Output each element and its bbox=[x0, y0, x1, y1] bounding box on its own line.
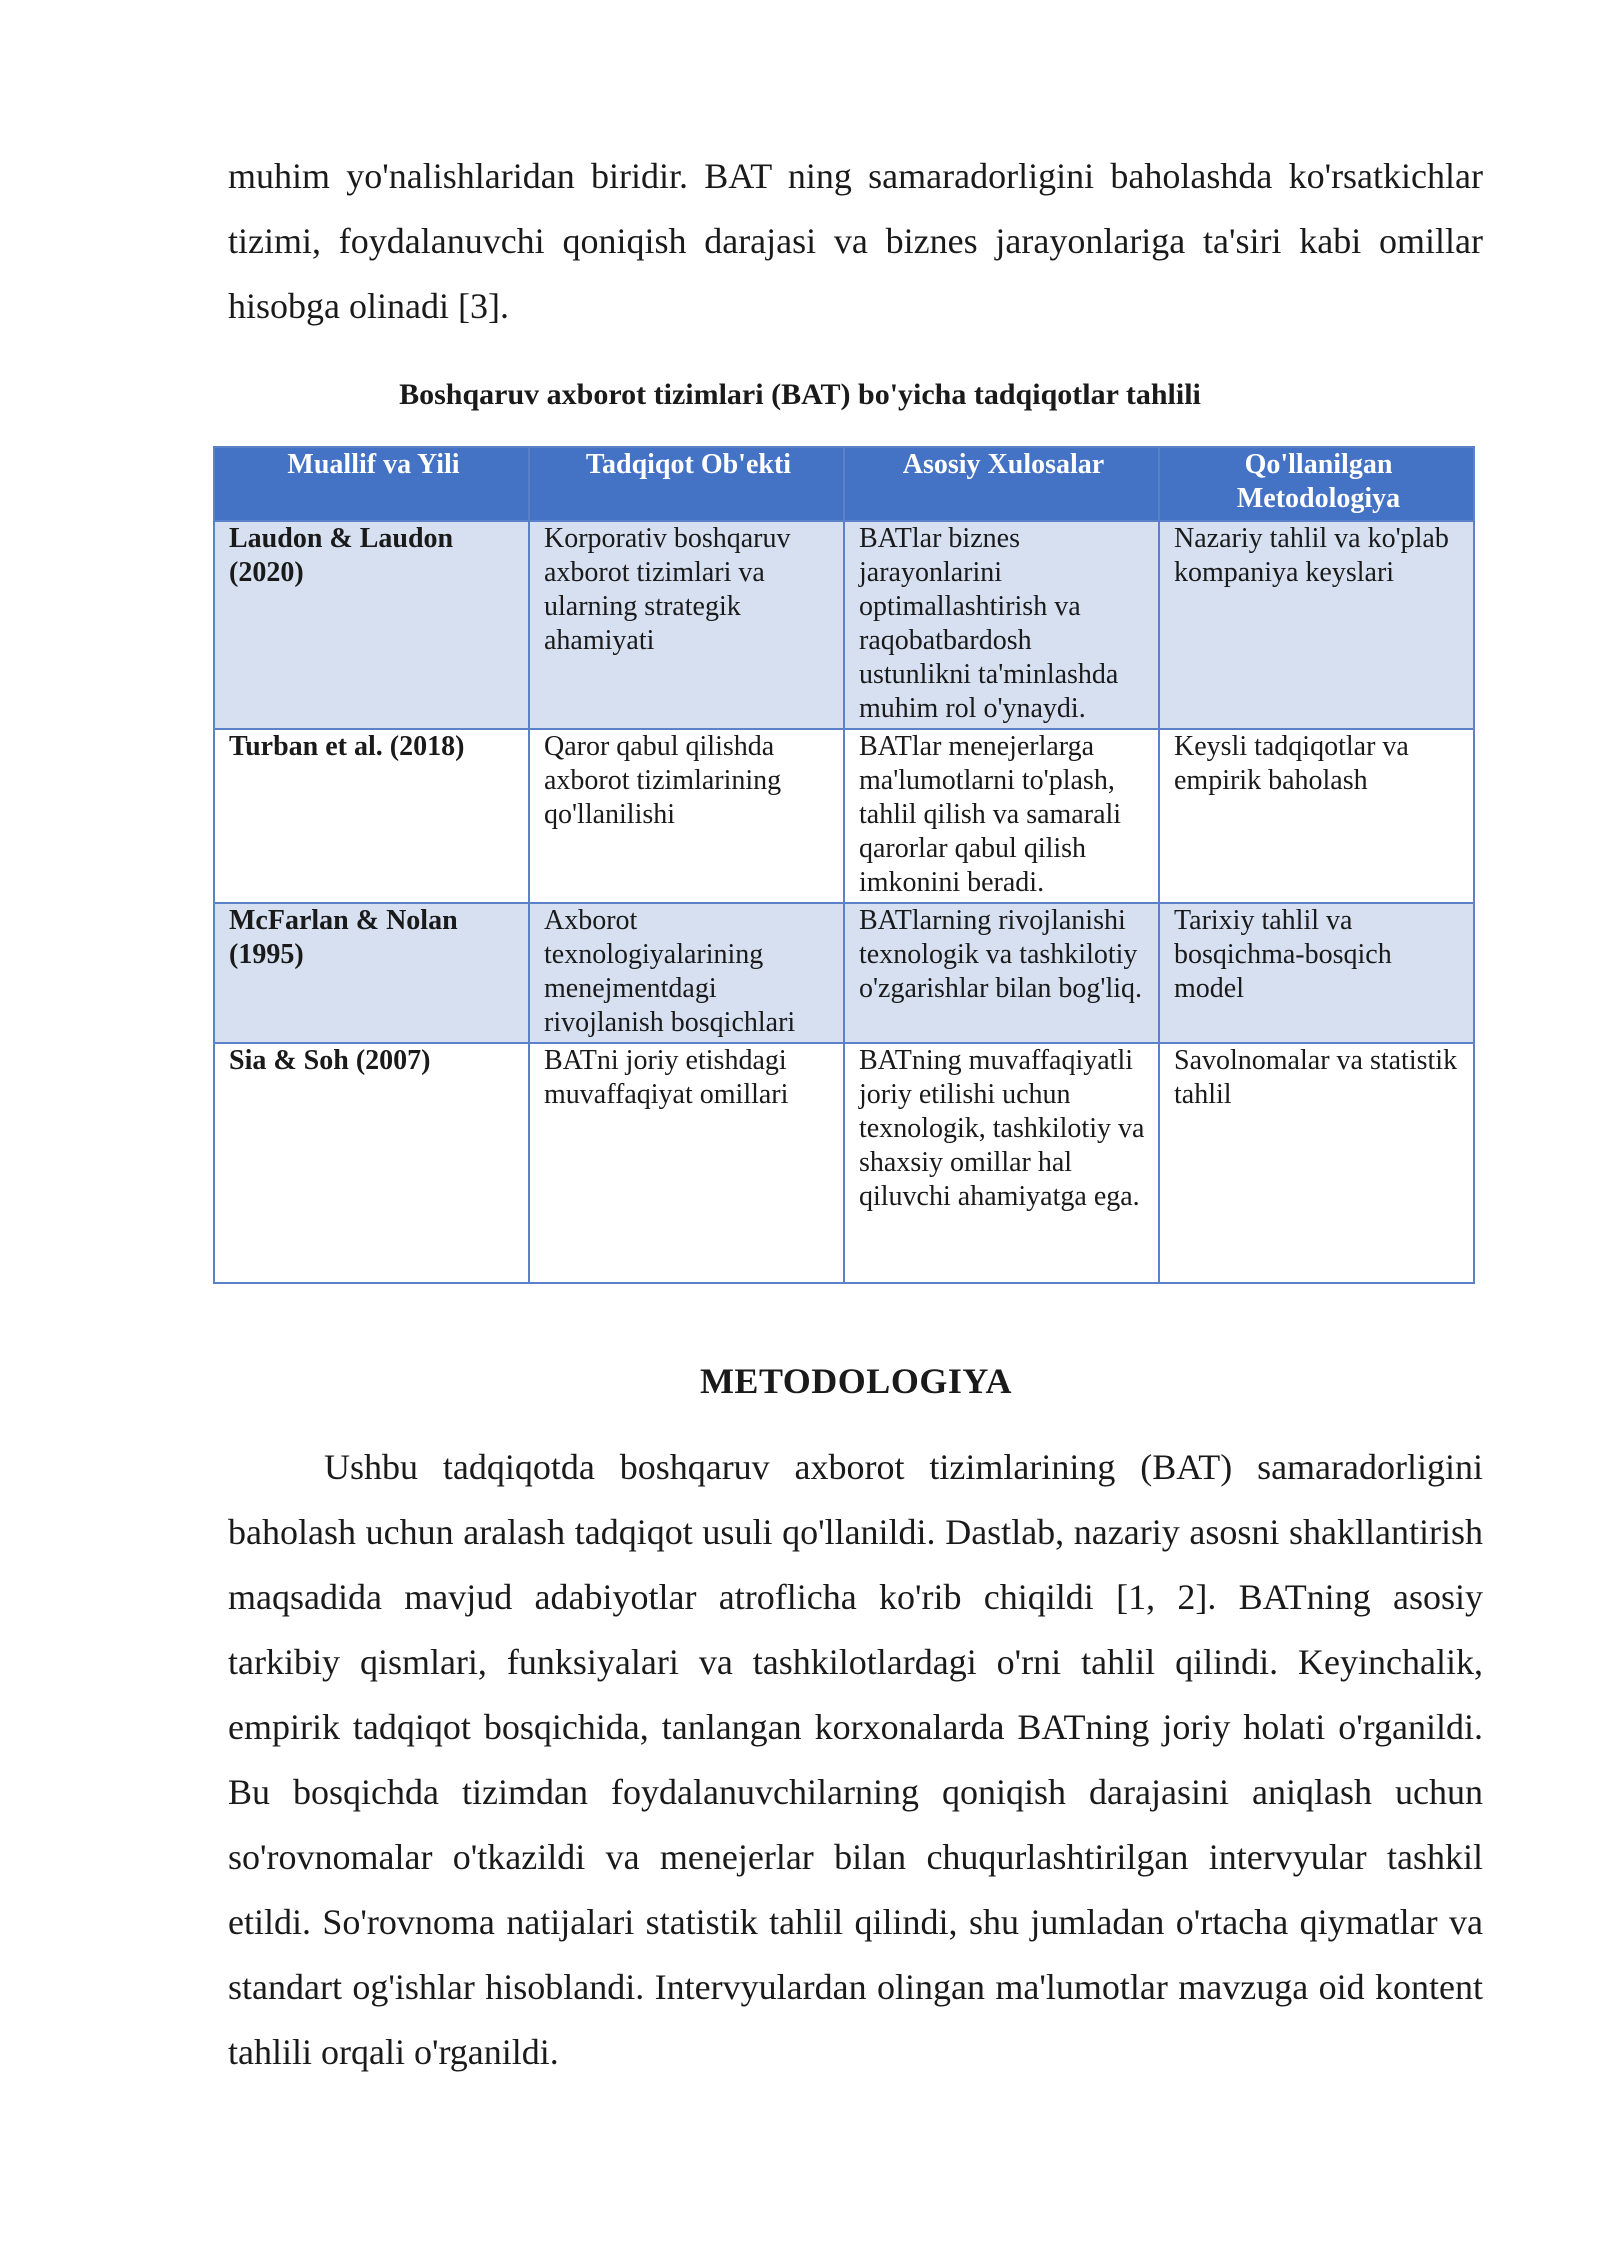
methodology-paragraph: Ushbu tadqiqotda boshqaruv axborot tizimlarining (BAT) samaradorligini baholash uchun aralash tadqiqot usuli qo'llanildi. Dastlab, nazariy asosni shakllantirish maqsadida mavjud adabiyotlar atroflicha ko'rib chiqildi [1, 2]. BATning asosiy tarkibiy qismlari, funksiyalari va tashkilotlardagi o'rni tahlil qilindi. Keyinchalik, empirik tadqiqot bosqichida, tanlangan korxonalarda BATning joriy holati o'rganildi. Bu bosqichda tizimdan foydalanuvchilarning qoniqish darajasini aniqlash uchun so'rovnomalar o'tkazildi va menejerlar bilan chuqurlashtirilgan intervyular tashkil etildi. So'rovnoma natijalari statistik tahlil qilindi, shu jumladan o'rtacha qiymatlar va standart og'ishlar hisoblandi. Intervyulardan olingan ma'lumotlar mavzuga oid kontent tahlili orqali o'rganildi. bbox=[228, 1447, 1483, 2072]
table-row bbox=[214, 521, 1474, 729]
table-header-row bbox=[214, 447, 1474, 521]
cell-author: Turban et al. (2018) bbox=[214, 729, 529, 903]
cell-methodology: Keysli tadqiqotlar va empirik baholash bbox=[1159, 729, 1474, 903]
header-research-object: Tadqiqot Ob'ekti bbox=[529, 447, 844, 521]
cell-findings: BATlar menejerlarga ma'lumotlarni to'plash, tahlil qilish va samarali qarorlar qabul qilish imkonini beradi. bbox=[844, 729, 1159, 903]
table-row bbox=[214, 903, 1474, 1043]
table-row bbox=[214, 729, 1474, 903]
header-methodology: Qo'llanilgan Metodologiya bbox=[1159, 447, 1474, 521]
table-row bbox=[214, 1043, 1474, 1283]
cell-object: Korporativ boshqaruv axborot tizimlari va ularning strategik ahamiyati bbox=[529, 521, 844, 729]
header-main-findings: Asosiy Xulosalar bbox=[844, 447, 1159, 521]
cell-author: Laudon & Laudon (2020) bbox=[214, 521, 529, 729]
header-author-year: Muallif va Yili bbox=[214, 447, 529, 521]
cell-findings: BATlarning rivojlanishi texnologik va tashkilotiy o'zgarishlar bilan bog'liq. bbox=[844, 903, 1159, 1043]
cell-object: BATni joriy etishdagi muvaffaqiyat omillari bbox=[529, 1043, 844, 1283]
intro-paragraph: muhim yo'nalishlaridan biridir. BAT ning samaradorligini baholashda ko'rsatkichlar tizimi, foydalanuvchi qoniqish darajasi va biznes jarayonlariga ta'siri kabi omillar hisobga olinadi [3]. bbox=[228, 156, 1483, 326]
section-heading: METODOLOGIYA bbox=[699, 1361, 1013, 1401]
cell-object: Axborot texnologiyalarining menejmentdagi rivojlanish bosqichlari bbox=[529, 903, 844, 1043]
cell-findings: BATning muvaffaqiyatli joriy etilishi uchun texnologik, tashkilotiy va shaxsiy omillar hal qiluvchi ahamiyatga ega. bbox=[844, 1043, 1159, 1283]
cell-author: McFarlan & Nolan (1995) bbox=[214, 903, 529, 1043]
cell-methodology: Nazariy tahlil va ko'plab kompaniya keyslari bbox=[1159, 521, 1474, 729]
table-caption: Boshqaruv axborot tizimlari (BAT) bo'yicha tadqiqotlar tahlili bbox=[399, 378, 1201, 411]
cell-methodology: Savolnomalar va statistik tahlil bbox=[1159, 1043, 1474, 1283]
cell-object: Qaror qabul qilishda axborot tizimlarining qo'llanilishi bbox=[529, 729, 844, 903]
cell-author: Sia & Soh (2007) bbox=[214, 1043, 529, 1283]
cell-findings: BATlar biznes jarayonlarini optimallashtirish va raqobatbardosh ustunlikni ta'minlashda muhim rol o'ynaydi. bbox=[844, 521, 1159, 729]
cell-methodology: Tarixiy tahlil va bosqichma-bosqich model bbox=[1159, 903, 1474, 1043]
research-table bbox=[213, 446, 1475, 1284]
